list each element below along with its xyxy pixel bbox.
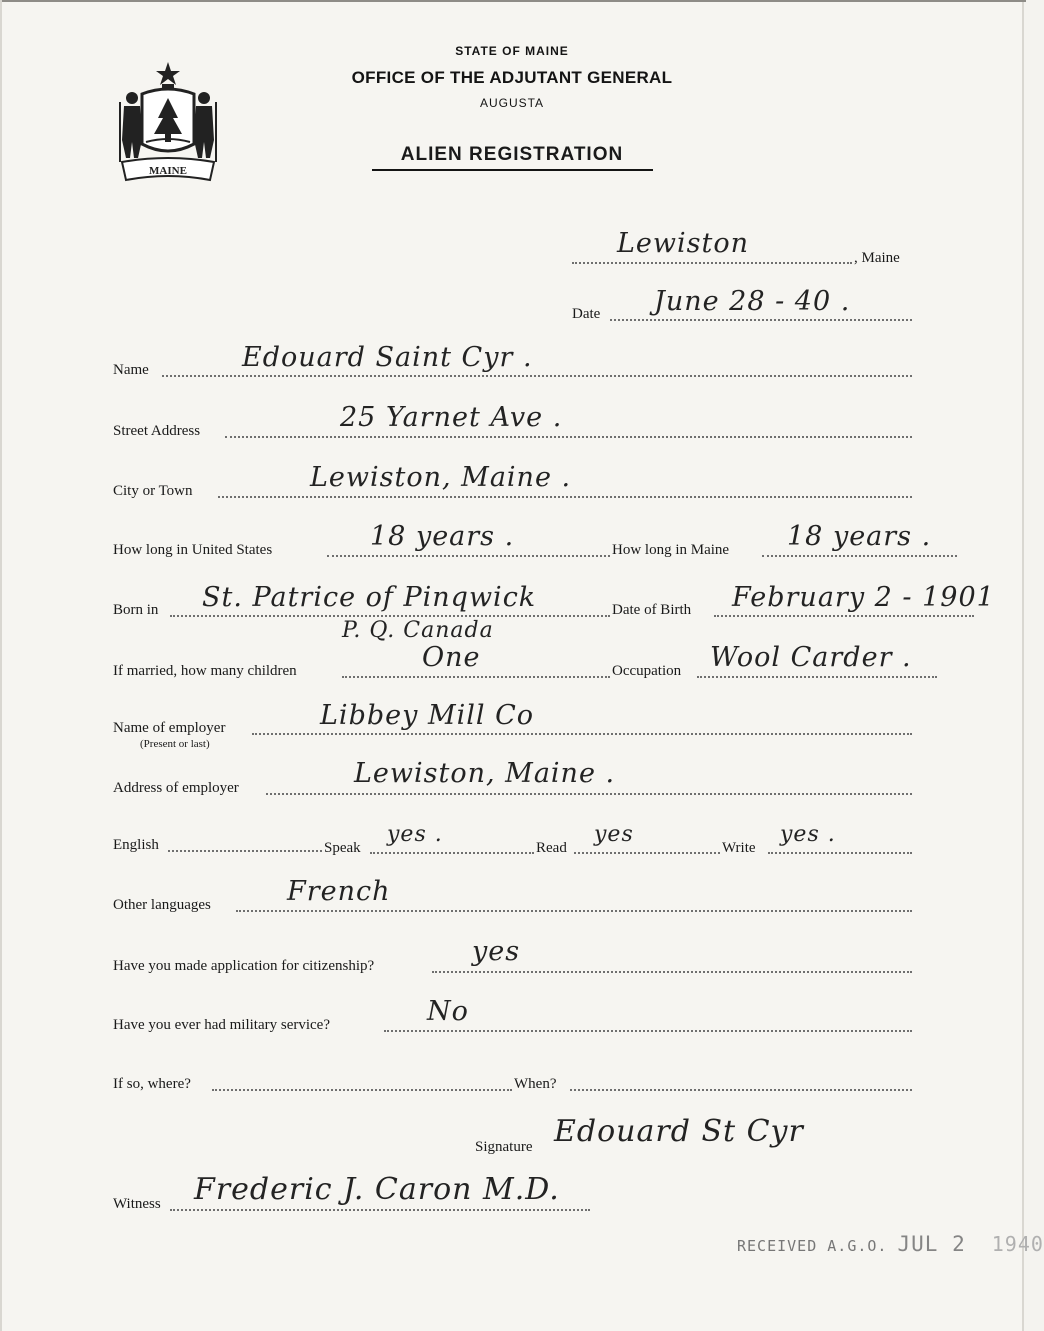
other-languages-label: Other languages [113,897,211,913]
date-line [610,319,912,321]
born-value-second-line: P. Q. Canada [342,618,494,643]
city-line [218,496,912,498]
other-languages-value: French [287,876,391,907]
name-line [162,375,912,377]
speak-value: yes . [387,822,443,847]
write-value: yes . [780,822,836,847]
place-line [572,262,852,264]
where-label: If so, where? [113,1076,191,1092]
other-languages-line [236,910,912,912]
military-line [384,1030,912,1032]
witness-line [170,1209,590,1211]
military-value: No [427,996,469,1027]
employer-value: Libbey Mill Co [320,700,534,731]
maine-state-seal-icon [112,58,224,186]
received-stamp [737,1232,1044,1256]
children-value: One [422,642,481,673]
signature-label: Signature [475,1139,533,1155]
speak-label: Speak [324,840,361,856]
form-title: ALIEN REGISTRATION [400,144,624,165]
english-line [168,850,322,852]
name-value: Edouard Saint Cyr . [242,342,533,373]
office-heading: OFFICE OF THE ADJUTANT GENERAL [351,68,673,87]
write-label: Write [722,840,756,856]
born-value: St. Patrice of Pinqwick [202,582,537,613]
seal-text: MAINE [149,165,187,177]
witness-value: Frederic J. Caron M.D. [194,1172,560,1207]
citizenship-value: yes [472,936,521,967]
place-value: Lewiston [617,228,750,259]
maine-duration-line [762,555,957,557]
read-line [574,852,720,854]
military-label: Have you ever had military service? [113,1017,330,1033]
when-label: When? [514,1076,557,1092]
stamp-received: RECEIVED A.G.O. [737,1237,888,1255]
occupation-line [697,676,937,678]
street-value: 25 Yarnet Ave . [340,402,563,433]
employer-address-value: Lewiston, Maine . [354,758,616,789]
us-duration-value: 18 years . [370,521,515,552]
street-label: Street Address [113,423,201,439]
us-duration-line [327,555,610,557]
city-label: City or Town [113,483,193,499]
where-line [212,1089,512,1091]
maine-duration-value: 18 years . [787,521,932,552]
employer-address-label: Address of employer [113,780,239,796]
citizenship-label: Have you made application for citizenship? [113,958,375,974]
date-label: Date [572,306,601,322]
employer-label: Name of employer [113,720,226,736]
maine-duration-label: How long in Maine [612,542,730,558]
stamp-date: JUL 2 [897,1232,966,1256]
city-value: Lewiston, Maine . [310,462,572,493]
date-value: June 28 - 40 . [654,286,851,317]
street-line [225,436,912,438]
read-value: yes [594,822,634,847]
stamp-year: 1940 [991,1232,1044,1256]
state-heading: STATE OF MAINE [455,44,569,58]
employer-sub-label: (Present or last) [140,738,210,750]
born-label: Born in [113,602,159,618]
speak-line [370,852,534,854]
dob-label: Date of Birth [612,602,692,618]
dob-value: February 2 - 1901 [732,582,995,613]
title-underline [372,169,653,171]
occupation-value: Wool Carder . [710,642,912,673]
children-line [342,676,610,678]
signature-value: Edouard St Cyr [554,1114,804,1149]
born-line [170,615,610,617]
witness-label: Witness [113,1196,161,1212]
top-border [2,0,1026,2]
employer-line [252,733,912,735]
when-line [570,1089,912,1091]
city-heading: AUGUSTA [479,96,545,110]
name-label: Name [113,362,149,378]
place-suffix-label: , Maine [854,250,900,266]
english-label: English [113,837,159,853]
write-line [768,852,912,854]
dob-line [714,615,974,617]
us-duration-label: How long in United States [113,542,273,558]
citizenship-line [432,971,912,973]
employer-address-line [266,793,912,795]
read-label: Read [536,840,567,856]
children-label: If married, how many children [113,663,297,679]
occupation-label: Occupation [612,663,682,679]
